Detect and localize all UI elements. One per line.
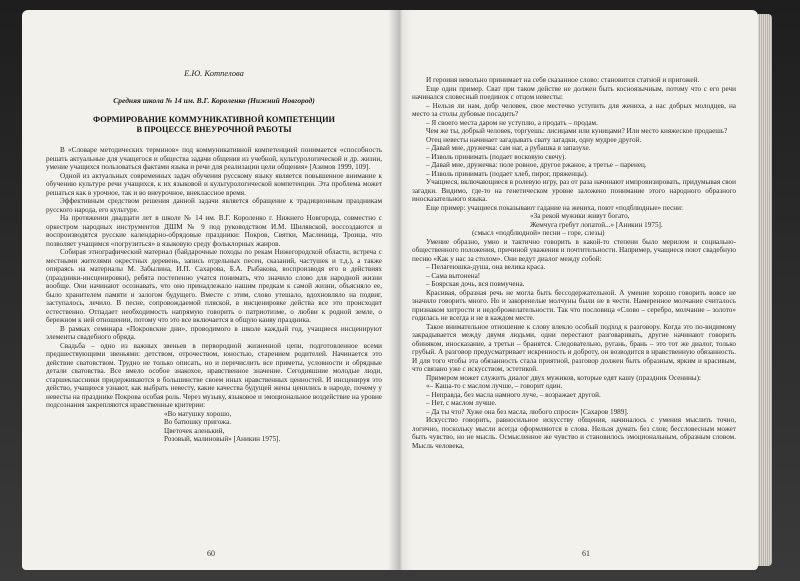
dialogue-line: – Нет, с маслом лучше. xyxy=(426,399,497,407)
poem-line: «За рекой мужики живут богато, xyxy=(530,212,630,220)
paragraph: Учащиеся, включающиеся в ролевую игру, раз от раза начинают импровизировать, придумывая свои загадки. Видимо, где-то на генетическом уровне заложено понимание этого народного образного иносказательного языка. xyxy=(412,178,736,203)
title-line-1: ФОРМИРОВАНИЕ КОММУНИКАТИВНОЙ КОМПЕТЕНЦИИ xyxy=(93,115,335,124)
paragraph: Еще пример: учащиеся показывают гадание на женихa, поют «подблюдные» песни: xyxy=(426,203,683,212)
paragraph: Искусство говорить, равносильное искусству общения, начиналось с умения мыслить точно, логично, поскольку мысли всегда оформляются в слова. Нельзя думать без слов; бессловесным может быть чувство, но не мысль. Осмысленное же чувство и становилось эмоциональным, образным словом. Мысль человека, xyxy=(412,416,736,450)
dialogue-line: – Изволь принимать (подает восковую свечу). xyxy=(426,152,567,161)
page-number: 60 xyxy=(207,549,215,558)
dialogue-line: – Давай мне, дружечка: сам нaг, а рубашка в запазухе. xyxy=(426,144,591,152)
poem-quote xyxy=(412,212,736,238)
title-line-2: В ПРОЦЕССЕ ВНЕУРОЧНОЙ РАБОТЫ xyxy=(136,124,292,134)
poem-line: Розовый, малиновый» [Аникин 1975]. xyxy=(164,435,281,444)
author-name: Е.Ю. Котпелова xyxy=(184,68,244,78)
dialogue-line: – Нельзя ли нам, добр человек, свое местечко уступить для женихa, а нас добрых молодцев, на место за столы дубовые посадить? xyxy=(412,101,736,118)
dialogue-line: «– Кашa-то с маслом лучше, – говорит один. xyxy=(426,382,563,390)
paragraph: Одной из актуальных современных задач обучения русскому языку является повышенное внимание к обучению культуре речи учащихся, к их языковой и культурологической компетенции. Эта проблема может решаться как в урочное, так и во внеурочное, внеклассное время. xyxy=(46,171,382,197)
book-gutter xyxy=(388,10,412,570)
poem-line: Жемчуга гребут лопатой...» [Аникин 1975]. xyxy=(530,220,663,229)
paragraph: Собирая этнографический материал (байдарочные походы по рекам Нижегородской области, встреча с местными жителями окрестных деревень, запись отдельных песен, сказаний, частушек и т.д.), а также опираясь на материалы М. Забылина, И.П. Сахарова, Б.А. Рыбакова, воспроизводя его в действиях (праздники-инсценировки), ребята постепенно учатся понимать, что значило слово для народной жизни вообще. Они начинают осознавать, что оно принадлежало нашим предкам к самой жизни, объясняло ее, было хранителем памяти и залогом будущего. Вместе с этим, слово утешало, вдохновляло на подвиг, заступалось, лечило. В песне, сопровождаемой пляской, в инсценировке действа все это происходит естественно. Отпадает необходимость напрямую говорить о патриотизме, о любви к родной земле, о бережном к ней отношении, потому что это все включается в общую канву праздника. xyxy=(46,248,382,325)
dialogue-line: – Пелагеюшка-душа, она велика краса. xyxy=(426,263,546,271)
dialogue-line: – Сама вытонена! xyxy=(426,271,481,280)
paragraph: На протяжении двадцати лет в школе № 14 им. В.Г. Короленко г. Нижнего Новгорода, совместно с оркестром народных инструментов ДШМ № 9 под руководством И.М. Шилявской, воссоздаются и воспроизводятся русские календарно-обрядовые праздники: Покров, Святки, Масленица, Троица, что позволяет учащимся «погрузиться» в языковую среду фольклорных жанров. xyxy=(46,214,382,248)
page-edges xyxy=(758,14,772,566)
dialogue-line: – Боярская дочь, вся повмучена. xyxy=(426,280,525,288)
dialogue-line: – Давай мне, дружечка: поле ровное, другое ржаное, а третье – паренец. xyxy=(426,161,647,169)
dialogue-line: – Неправда, без масла намного луче, – возражает другой. xyxy=(426,390,601,399)
school-affiliation: Средняя школа № 14 им. В.Г. Короленко (Нижний Новгород) xyxy=(113,96,315,105)
paragraph: Эффективным средством решения данной задачи является обращение к традиционным праздникам русского народа, его культуре. xyxy=(46,197,382,214)
dialogue-line: Чем же ты, добрый человек, торгуешь: лисицами или куницами? Или место княжеское продаешь? xyxy=(426,127,728,135)
poem-quote xyxy=(46,410,382,444)
right-page xyxy=(400,10,758,570)
left-page xyxy=(22,10,400,570)
paragraph: Примером может служить диалог двух мужиков, которые едят кашу (праздник Осенины): xyxy=(426,373,702,382)
poem-note: (смысл «подблюдной» песни – горе, слезы) xyxy=(472,229,605,237)
paragraph: Такое внимательное отношение к слову влекло особый подход к разговору. Когда это по-видимому закрадывается между двумя людьми, одни перестают разговаривать, другие начинают говорить обиняком, иносказание, а третьи – бранятся. Следовательно, ругань, брань – это тот же диалог, только грубый. А разговор предусматривает искренность и доброту, он возводится в нравственную обязанность. И для того чтобы эта обязанность стала приятной, разговор должен быть образным, ярким и красивым, что связано уже с искусством, эстетикой. xyxy=(412,322,736,373)
paragraph: Красивая, образная речь не могла быть бессодержательной. А умение хорошо говорить вовсе не значило говорить много. Но и закоренелые молчуны были не в чести. Намеренное молчание считалось признаком хитрости и недоброжелательности. Так что пословица «Слово – серебро, молчание – золото» годилась не всегда и не в каждом месте. xyxy=(412,288,736,322)
paragraph: В «Словаре методических терминов» под коммуникативной компетенцией понимается «способность решать актуальные для учащегося и общества задачи общения из учебной, культурологической и др. жизни, умение учащихся пользоваться фактами языка и речи для реализации цели общения» [Азимов 1999, 109]. xyxy=(46,146,382,172)
paragraph: И героиня невольно принимает на себя сказанное слово: становится статной и пригожей. xyxy=(426,76,700,84)
dialogue-line: – Изволь принимать (подает хлеб, пирог, пряженцы). xyxy=(426,169,588,178)
paragraph: В рамках семинара «Покровские дни», проводимого в школе каждый год, учащиеся инсценируют элементы свадебного обряда. xyxy=(46,324,382,342)
poem-line: Цветочек аленький, xyxy=(164,426,225,435)
dialogue-line: – Я своего места даром не уступлю, а продать – продам. xyxy=(426,118,598,127)
page-number: 61 xyxy=(582,549,590,558)
poem-line: «Во матушку хорошо, xyxy=(164,409,232,418)
dialogue-line: – Да ты что? Хуже она без масла, любого спроси» [Сахаров 1989]. xyxy=(426,407,629,416)
paragraph: Отец невесты начинает загадывать свату загадки, одну мудрее другой. xyxy=(426,135,642,144)
poem-line: Во батюшку пригожа. xyxy=(164,418,232,427)
paragraph: Еще один пример. Сват при таком действе не должен быть косноязычным, потому что с его речи начинался словесный поединок с отцом невесты: xyxy=(412,84,736,101)
paragraph: Свадьба – одно из важных звеньев в первородной жизненной цепи, подготовленное всеми предшествующими звеньями: детством, отрочеством, юностью, старением родителей. Начинается это действие сватовством. Трудно не только описать, но и перечислить все приметы, условности и обрядные детали сватовства. Все вмело особое знакохое, нравственное значение. Сегодняшние молодые люди, старшеклассники придерживаются в большинстве своем иных нравственных ценностей. И инсценируя это действо, учащиеся узнают, как выбрать невесту, какие качества будущей жены ценились в народе, почему у невесты на празднике Покрова особая роль. Через музыку, языковое и эмоциональное воздействие на уровне подсознания закрепляются нравственные критерии: xyxy=(46,341,382,410)
article-title xyxy=(46,115,382,134)
paragraph: Умение образно, умно и тактично говорить в какой-то степени было мерилом и социально-общественного положения, причиной уважения и почтительности. Например, учащиеся поют свадебную песню «Как у нас за столом». Они ведут диалог между собой: xyxy=(412,237,736,263)
